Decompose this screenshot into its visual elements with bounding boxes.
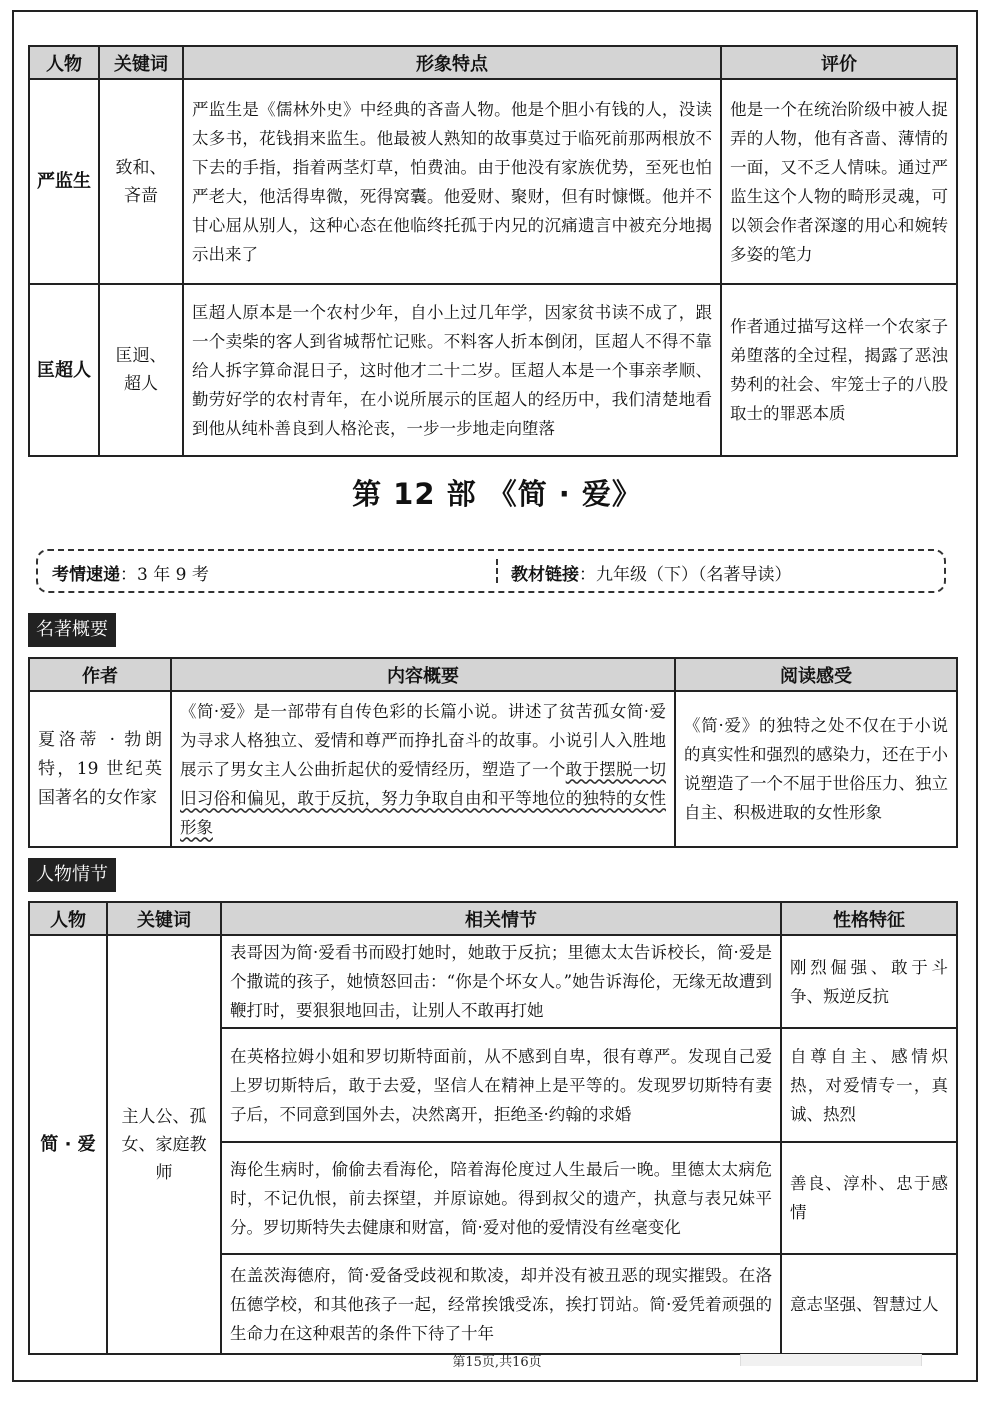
plot-cell: 在盖茨海德府，简·爱备受歧视和欺凌，却并没有被丑恶的现实摧毁。在洛伍德学校，和其他孩子一起，经常挨饿受冻，挨打罚站。简·爱凭着顽强的生命力在这种艰苦的条件下待了十年 [221, 1254, 781, 1354]
header-character: 人物 [29, 902, 107, 935]
textbook-info: 教材链接：九年级（下）（名著导读） [511, 565, 792, 585]
header-keyword: 关键词 [99, 46, 183, 79]
exam-info: 考情速递：3 年 9 考 [52, 565, 209, 585]
header-personality: 性格特征 [781, 902, 957, 935]
section-title: 第 12 部 《简 · 爱》 [352, 477, 642, 511]
summary-cell [171, 691, 675, 847]
plot-cell: 表哥因为简·爱看书而殴打她时，她敢于反抗；里德太太告诉校长，简·爱是个撒谎的孩子，她愤怒回击：“你是个坏女人。”她告诉海伦，无缘无故遭到鞭打时，要狠狠地回击，让别人不敢再打她 [221, 935, 781, 1028]
character-name: 匡超人 [29, 284, 99, 456]
character-keywords: 主人公、孤女、家庭教师 [107, 935, 221, 1354]
character-table-rulin [28, 45, 958, 457]
character-keywords: 匡迥、超人 [99, 284, 183, 456]
header-character: 人物 [29, 46, 99, 79]
table-row [29, 691, 957, 847]
trait-cell: 刚烈倔强、敢于斗争、叛逆反抗 [781, 935, 957, 1028]
overview-table [28, 657, 958, 848]
trait-cell: 意志坚强、智慧过人 [781, 1254, 957, 1354]
plot-table [28, 901, 958, 1355]
character-name: 严监生 [29, 79, 99, 284]
header-feeling: 阅读感受 [675, 658, 957, 691]
page-number: 第15页,共16页 [452, 1355, 542, 1370]
table-row [29, 284, 957, 456]
table-row [29, 935, 957, 1028]
info-divider [496, 559, 498, 583]
footer-bar [740, 1354, 922, 1366]
summary-text: 《简·爱》是一部带有自传色彩的长篇小说。讲述了贫苦孤女简·爱为寻求人格独立、爱情和尊严而挣扎奋斗的故事。小说引人入胜地展示了男女主人公曲折起伏的爱情经历，塑造了一个 [180, 701, 666, 779]
textbook-label: 教材链接 [511, 565, 579, 585]
table-header-row [29, 658, 957, 691]
trait-cell: 自尊自主、感情炽热，对爱情专一，真诚、热烈 [781, 1028, 957, 1142]
table-header-row [29, 46, 957, 79]
character-name: 简 · 爱 [29, 935, 107, 1354]
header-evaluation: 评价 [721, 46, 957, 79]
character-traits: 严监生是《儒林外史》中经典的吝啬人物。他是个胆小有钱的人，没读太多书，花钱捐来监生。他最被人熟知的故事莫过于临死前那两根放不下去的手指，指着两茎灯草，怕费油。由于他没有家族优势，至死也怕严老大，他活得卑微，死得窝囊。他爱财、聚财，但有时慷慨。他并不甘心屈从别人，这种心态在他临终托孤于内兄的沉痛遗言中被充分地揭示出来了 [183, 79, 721, 284]
character-evaluation: 他是一个在统治阶级中被人捉弄的人物，他有吝啬、薄情的一面，又不乏人情味。通过严监生这个人物的畸形灵魂，可以领会作者深邃的用心和婉转多姿的笔力 [721, 79, 957, 284]
header-keyword: 关键词 [107, 902, 221, 935]
overview-tag: 名著概要 [28, 613, 116, 647]
exam-value: 3 年 9 考 [137, 565, 209, 585]
character-evaluation: 作者通过描写这样一个农家子弟堕落的全过程，揭露了恶浊势利的社会、牢笼士子的八股取士的罪恶本质 [721, 284, 957, 456]
info-box [36, 549, 946, 593]
author-cell: 夏洛蒂 · 勃朗特，19 世纪英国著名的女作家 [29, 691, 171, 847]
table-header-row [29, 902, 957, 935]
feeling-cell: 《简·爱》的独特之处不仅在于小说的真实性和强烈的感染力，还在于小说塑造了一个不屈于世俗压力、独立自主、积极进取的女性形象 [675, 691, 957, 847]
summary-emphasis: 敢于摆脱一切旧习俗和偏见，敢于反抗，努力争取自由和平等地位的独特的女性形象 [180, 759, 667, 837]
plot-cell: 海伦生病时，偷偷去看海伦，陪着海伦度过人生最后一晚。里德太太病危时，不记仇恨，前去探望，并原谅她。得到叔父的遗产，执意与表兄妹平分。罗切斯特失去健康和财富，简·爱对他的爱情没有丝毫变化 [221, 1142, 781, 1254]
character-traits: 匡超人原本是一个农村少年，自小上过几年学，因家贫书读不成了，跟一个卖柴的客人到省城帮忙记账。不料客人折本倒闭，匡超人不得不靠给人拆字算命混日子，这时他才二十二岁。匡超人本是一个事亲孝顺、勤劳好学的农村青年，在小说所展示的匡超人的经历中，我们清楚地看到他从纯朴善良到人格沦丧，一步一步地走向堕落 [183, 284, 721, 456]
exam-label: 考情速递 [52, 565, 120, 585]
character-keywords: 致和、吝啬 [99, 79, 183, 284]
characters-tag: 人物情节 [28, 858, 116, 892]
header-author: 作者 [29, 658, 171, 691]
header-traits: 形象特点 [183, 46, 721, 79]
header-summary: 内容概要 [171, 658, 675, 691]
textbook-value: 九年级（下）（名著导读） [596, 565, 792, 585]
header-plot: 相关情节 [221, 902, 781, 935]
plot-cell: 在英格拉姆小姐和罗切斯特面前，从不感到自卑，很有尊严。发现自己爱上罗切斯特后，敢于去爱，坚信人在精神上是平等的。发现罗切斯特有妻子后，不同意到国外去，决然离开，拒绝圣·约翰的求婚 [221, 1028, 781, 1142]
trait-cell: 善良、淳朴、忠于感情 [781, 1142, 957, 1254]
table-row [29, 79, 957, 284]
